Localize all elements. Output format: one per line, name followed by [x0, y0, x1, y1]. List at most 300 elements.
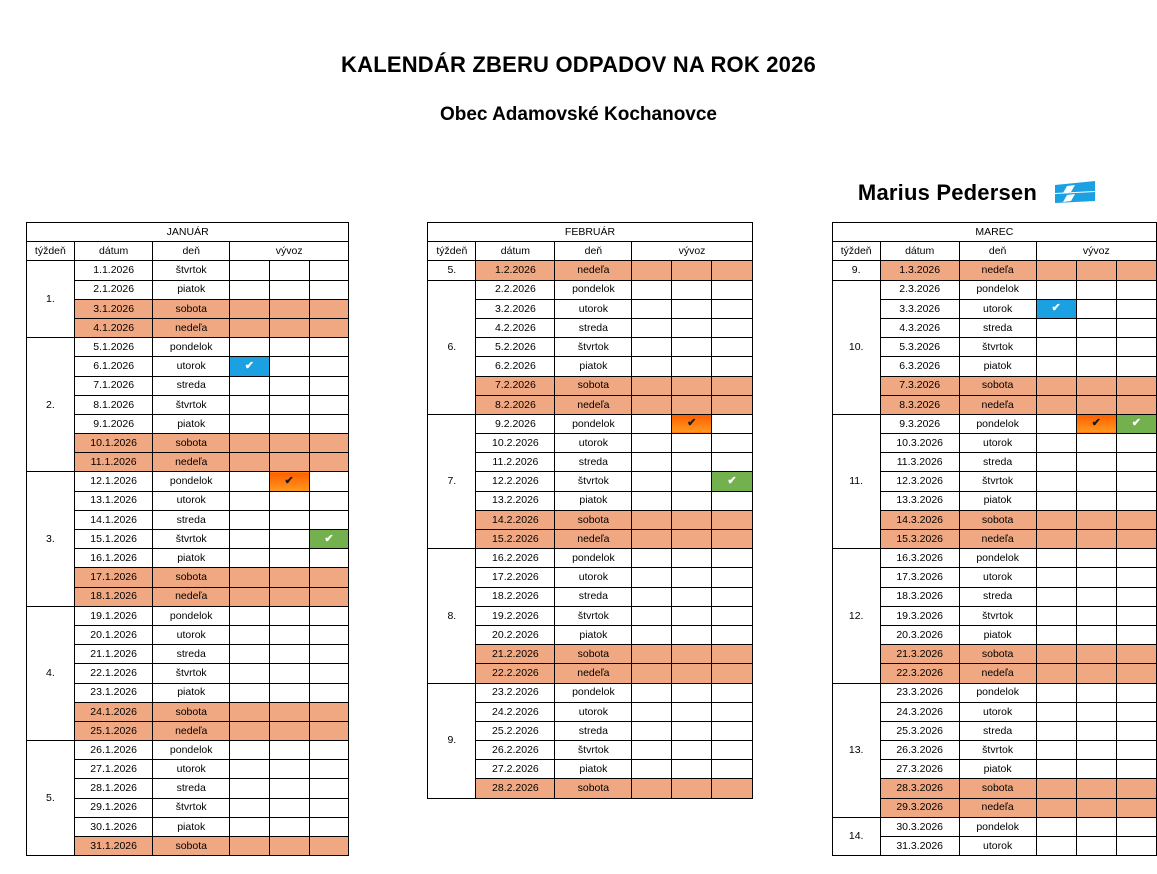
- collection-cell-1: [632, 453, 672, 472]
- collection-cell-2: [672, 338, 712, 357]
- table-row: [832, 741, 1156, 760]
- collection-cell-1: [632, 280, 672, 299]
- date-cell: 26.3.2026: [880, 741, 959, 760]
- collection-cell-2: [672, 414, 712, 433]
- collection-cell-2: [1076, 568, 1116, 587]
- table-row: [832, 376, 1156, 395]
- table-row: [832, 395, 1156, 414]
- week-number-cell: 9.: [832, 261, 880, 280]
- collection-cell-2: [269, 683, 309, 702]
- table-row: [27, 645, 349, 664]
- collection-cell-1: [632, 376, 672, 395]
- collection-cell-2: [269, 453, 309, 472]
- date-cell: 15.1.2026: [74, 530, 153, 549]
- dayname-cell: štvrtok: [959, 606, 1036, 625]
- collection-cell-2: [1076, 280, 1116, 299]
- dayname-cell: sobota: [153, 299, 230, 318]
- dayname-cell: utorok: [555, 702, 632, 721]
- collection-cell-3: [309, 683, 349, 702]
- collection-cell-2: [1076, 683, 1116, 702]
- dayname-cell: štvrtok: [153, 798, 230, 817]
- collection-cell-2: [269, 549, 309, 568]
- collection-cell-3: [1116, 549, 1156, 568]
- table-row: [428, 491, 752, 510]
- table-row: [27, 338, 349, 357]
- collection-cell-2: [269, 721, 309, 740]
- collection-cell-2: [269, 568, 309, 587]
- week-number-cell: 4.: [27, 606, 75, 740]
- table-row: [428, 434, 752, 453]
- date-cell: 13.1.2026: [74, 491, 153, 510]
- collection-cell-2: [672, 357, 712, 376]
- date-cell: 7.3.2026: [880, 376, 959, 395]
- date-cell: 15.3.2026: [880, 530, 959, 549]
- table-row: [27, 472, 349, 491]
- collection-cell-2: [1076, 625, 1116, 644]
- week-number-cell: 1.: [27, 261, 75, 338]
- collection-cell-3: [712, 702, 752, 721]
- date-cell: 28.3.2026: [880, 779, 959, 798]
- dayname-cell: streda: [555, 318, 632, 337]
- collection-cell-3: [1116, 817, 1156, 836]
- collection-cell-1: [229, 683, 269, 702]
- collection-cell-1: [229, 645, 269, 664]
- collection-cell-1: [632, 606, 672, 625]
- collection-cell-1: [632, 645, 672, 664]
- header-collection: vývoz: [632, 242, 752, 261]
- collection-cell-3: [309, 798, 349, 817]
- collection-cell-3: [309, 280, 349, 299]
- table-row: [428, 530, 752, 549]
- date-cell: 24.2.2026: [476, 702, 555, 721]
- dayname-cell: pondelok: [153, 606, 230, 625]
- collection-cell-1: [229, 587, 269, 606]
- dayname-cell: štvrtok: [959, 741, 1036, 760]
- table-row: [832, 414, 1156, 433]
- dayname-cell: pondelok: [555, 280, 632, 299]
- table-row: [428, 568, 752, 587]
- header-collection: vývoz: [1036, 242, 1156, 261]
- collection-cell-3: [309, 606, 349, 625]
- dayname-cell: pondelok: [959, 683, 1036, 702]
- collection-cell-2: [269, 395, 309, 414]
- collection-cell-3: [309, 434, 349, 453]
- collection-cell-1: [229, 434, 269, 453]
- collection-cell-2: [269, 376, 309, 395]
- table-row: [27, 606, 349, 625]
- table-row: [832, 817, 1156, 836]
- collection-cell-2: [672, 606, 712, 625]
- collection-cell-3: [309, 587, 349, 606]
- table-row: [428, 645, 752, 664]
- collection-cell-3: [712, 453, 752, 472]
- collection-cell-1: [632, 530, 672, 549]
- collection-cell-2: [269, 837, 309, 856]
- table-row: [832, 760, 1156, 779]
- date-cell: 31.3.2026: [880, 837, 959, 856]
- collection-cell-3: [309, 357, 349, 376]
- collection-cell-3: [1116, 434, 1156, 453]
- collection-cell-2: [1076, 414, 1116, 433]
- table-row: [832, 434, 1156, 453]
- date-cell: 23.3.2026: [880, 683, 959, 702]
- dayname-cell: utorok: [555, 568, 632, 587]
- collection-cell-2: [1076, 817, 1116, 836]
- collection-cell-3: [1116, 721, 1156, 740]
- date-cell: 3.1.2026: [74, 299, 153, 318]
- collection-cell-2: [672, 741, 712, 760]
- collection-cell-2: [269, 414, 309, 433]
- dayname-cell: štvrtok: [153, 530, 230, 549]
- dayname-cell: streda: [153, 645, 230, 664]
- collection-cell-2: [269, 318, 309, 337]
- header-week: týždeň: [428, 242, 476, 261]
- dayname-cell: utorok: [959, 568, 1036, 587]
- collection-cell-3: [309, 702, 349, 721]
- collection-cell-2: [672, 318, 712, 337]
- table-row: [27, 664, 349, 683]
- date-cell: 1.2.2026: [476, 261, 555, 280]
- collection-cell-1: [229, 338, 269, 357]
- collection-cell-2: [1076, 261, 1116, 280]
- collection-cell-1: [1036, 434, 1076, 453]
- collection-cell-1: [1036, 299, 1076, 318]
- header-day: deň: [153, 242, 230, 261]
- date-cell: 17.2.2026: [476, 568, 555, 587]
- table-row: [27, 280, 349, 299]
- table-row: [832, 299, 1156, 318]
- collection-cell-1: [229, 318, 269, 337]
- dayname-cell: piatok: [555, 357, 632, 376]
- collection-cell-3: [309, 261, 349, 280]
- dayname-cell: nedeľa: [959, 395, 1036, 414]
- collection-cell-1: [229, 741, 269, 760]
- table-row: [428, 472, 752, 491]
- dayname-cell: sobota: [555, 510, 632, 529]
- collection-cell-1: [1036, 702, 1076, 721]
- table-row: [27, 817, 349, 836]
- date-cell: 9.1.2026: [74, 414, 153, 433]
- date-cell: 28.1.2026: [74, 779, 153, 798]
- collection-cell-1: [632, 261, 672, 280]
- column-header-row: [832, 242, 1156, 261]
- table-row: [428, 587, 752, 606]
- collection-cell-1: [632, 338, 672, 357]
- dayname-cell: streda: [555, 721, 632, 740]
- date-cell: 11.2.2026: [476, 453, 555, 472]
- collection-cell-1: [1036, 414, 1076, 433]
- dayname-cell: streda: [153, 779, 230, 798]
- collection-cell-3: [712, 376, 752, 395]
- collection-cell-1: [1036, 261, 1076, 280]
- collection-cell-3: [1116, 664, 1156, 683]
- collection-cell-1: [1036, 741, 1076, 760]
- collection-cell-2: [1076, 453, 1116, 472]
- table-row: [428, 299, 752, 318]
- brand-block: [858, 180, 1095, 206]
- collection-cell-3: [712, 261, 752, 280]
- table-row: [27, 721, 349, 740]
- table-row: [27, 376, 349, 395]
- collection-cell-2: [269, 702, 309, 721]
- collection-cell-3: [1116, 702, 1156, 721]
- dayname-cell: štvrtok: [959, 472, 1036, 491]
- collection-cell-3: [309, 625, 349, 644]
- collection-cell-1: [229, 414, 269, 433]
- collection-cell-1: [229, 376, 269, 395]
- week-number-cell: 2.: [27, 338, 75, 472]
- week-number-cell: 9.: [428, 683, 476, 798]
- dayname-cell: pondelok: [153, 338, 230, 357]
- collection-cell-3: [309, 721, 349, 740]
- collection-cell-1: [632, 721, 672, 740]
- date-cell: 16.3.2026: [880, 549, 959, 568]
- collection-cell-2: [269, 664, 309, 683]
- dayname-cell: sobota: [959, 510, 1036, 529]
- calendar-page: [0, 52, 1157, 874]
- check-icon: ✔: [1131, 417, 1141, 430]
- collection-cell-3: [309, 472, 349, 491]
- dayname-cell: sobota: [153, 837, 230, 856]
- collection-cell-3: [1116, 261, 1156, 280]
- collection-cell-3: [1116, 510, 1156, 529]
- dayname-cell: utorok: [153, 760, 230, 779]
- date-cell: 18.3.2026: [880, 587, 959, 606]
- table-row: [832, 587, 1156, 606]
- date-cell: 4.3.2026: [880, 318, 959, 337]
- dayname-cell: piatok: [555, 760, 632, 779]
- table-row: [428, 779, 752, 798]
- collection-cell-1: [632, 741, 672, 760]
- date-cell: 4.1.2026: [74, 318, 153, 337]
- collection-cell-1: [1036, 453, 1076, 472]
- month-name: JANUÁR: [27, 223, 349, 242]
- dayname-cell: pondelok: [959, 414, 1036, 433]
- dayname-cell: nedeľa: [959, 798, 1036, 817]
- collection-cell-3: [1116, 798, 1156, 817]
- dayname-cell: nedeľa: [555, 530, 632, 549]
- collection-cell-2: [672, 530, 712, 549]
- check-icon: ✔: [284, 475, 294, 488]
- collection-cell-3: [712, 741, 752, 760]
- table-row: [428, 261, 752, 280]
- table-row: [832, 798, 1156, 817]
- collection-cell-3: [309, 453, 349, 472]
- table-row: [27, 587, 349, 606]
- table-row: [27, 414, 349, 433]
- dayname-cell: nedeľa: [153, 453, 230, 472]
- table-row: [832, 453, 1156, 472]
- date-cell: 18.2.2026: [476, 587, 555, 606]
- dayname-cell: utorok: [153, 491, 230, 510]
- collection-cell-3: [712, 625, 752, 644]
- dayname-cell: piatok: [959, 491, 1036, 510]
- table-row: [832, 664, 1156, 683]
- collection-cell-3: [712, 491, 752, 510]
- collection-cell-1: [229, 625, 269, 644]
- date-cell: 3.2.2026: [476, 299, 555, 318]
- collection-cell-2: [672, 760, 712, 779]
- table-row: [428, 357, 752, 376]
- dayname-cell: štvrtok: [959, 338, 1036, 357]
- collection-cell-3: [712, 395, 752, 414]
- collection-cell-3: [712, 683, 752, 702]
- table-row: [27, 741, 349, 760]
- table-row: [27, 434, 349, 453]
- date-cell: 19.1.2026: [74, 606, 153, 625]
- month-name: FEBRUÁR: [428, 223, 752, 242]
- table-row: [27, 530, 349, 549]
- collection-cell-3: [1116, 453, 1156, 472]
- collection-cell-3: [1116, 760, 1156, 779]
- dayname-cell: sobota: [555, 645, 632, 664]
- dayname-cell: utorok: [959, 837, 1036, 856]
- date-cell: 5.1.2026: [74, 338, 153, 357]
- page-title: KALENDÁR ZBERU ODPADOV NA ROK 2026: [341, 52, 816, 77]
- dayname-cell: štvrtok: [153, 395, 230, 414]
- collection-cell-1: [229, 702, 269, 721]
- collection-cell-1: [229, 280, 269, 299]
- table-row: [832, 702, 1156, 721]
- collection-cell-1: [632, 760, 672, 779]
- calendar-table-2: [832, 222, 1157, 856]
- date-cell: 8.1.2026: [74, 395, 153, 414]
- collection-cell-2: [1076, 318, 1116, 337]
- table-row: [832, 280, 1156, 299]
- collection-cell-1: [1036, 760, 1076, 779]
- collection-cell-1: [1036, 395, 1076, 414]
- collection-cell-2: [1076, 338, 1116, 357]
- collection-cell-3: [712, 299, 752, 318]
- collection-cell-2: [269, 817, 309, 836]
- collection-cell-1: [1036, 721, 1076, 740]
- table-row: [832, 318, 1156, 337]
- calendar-table-1: [427, 222, 752, 799]
- collection-cell-1: [632, 472, 672, 491]
- collection-cell-2: [1076, 645, 1116, 664]
- dayname-cell: nedeľa: [555, 261, 632, 280]
- week-number-cell: 5.: [27, 741, 75, 856]
- collection-cell-1: [229, 837, 269, 856]
- collection-cell-3: [309, 318, 349, 337]
- collection-cell-2: [672, 434, 712, 453]
- dayname-cell: streda: [153, 376, 230, 395]
- check-icon: ✔: [324, 532, 334, 545]
- collection-cell-3: [309, 491, 349, 510]
- date-cell: 30.1.2026: [74, 817, 153, 836]
- dayname-cell: sobota: [959, 779, 1036, 798]
- collection-cell-3: [712, 645, 752, 664]
- check-icon: ✔: [1091, 417, 1101, 430]
- collection-cell-3: [309, 549, 349, 568]
- collection-cell-3: [309, 299, 349, 318]
- dayname-cell: nedeľa: [153, 318, 230, 337]
- collection-cell-1: [1036, 357, 1076, 376]
- collection-cell-2: [672, 453, 712, 472]
- collection-cell-3: [309, 414, 349, 433]
- date-cell: 12.2.2026: [476, 472, 555, 491]
- header-date: dátum: [880, 242, 959, 261]
- collection-cell-2: [672, 261, 712, 280]
- date-cell: 2.3.2026: [880, 280, 959, 299]
- week-number-cell: 10.: [832, 280, 880, 414]
- collection-cell-2: [1076, 395, 1116, 414]
- dayname-cell: sobota: [555, 779, 632, 798]
- collection-cell-2: [269, 530, 309, 549]
- dayname-cell: štvrtok: [555, 338, 632, 357]
- dayname-cell: pondelok: [555, 414, 632, 433]
- collection-cell-1: [1036, 280, 1076, 299]
- date-cell: 8.2.2026: [476, 395, 555, 414]
- collection-cell-1: [632, 549, 672, 568]
- dayname-cell: utorok: [959, 299, 1036, 318]
- collection-cell-1: [1036, 510, 1076, 529]
- date-cell: 21.3.2026: [880, 645, 959, 664]
- collection-cell-1: [229, 530, 269, 549]
- date-cell: 1.3.2026: [880, 261, 959, 280]
- dayname-cell: utorok: [153, 357, 230, 376]
- table-row: [832, 721, 1156, 740]
- collection-cell-3: [1116, 741, 1156, 760]
- collection-cell-2: [672, 779, 712, 798]
- collection-cell-2: [672, 395, 712, 414]
- date-cell: 24.1.2026: [74, 702, 153, 721]
- dayname-cell: štvrtok: [555, 472, 632, 491]
- collection-cell-1: [1036, 664, 1076, 683]
- collection-cell-1: [632, 587, 672, 606]
- dayname-cell: pondelok: [555, 683, 632, 702]
- table-row: [428, 549, 752, 568]
- dayname-cell: štvrtok: [153, 664, 230, 683]
- date-cell: 12.1.2026: [74, 472, 153, 491]
- collection-cell-1: [632, 779, 672, 798]
- collection-cell-2: [672, 683, 712, 702]
- collection-cell-2: [672, 625, 712, 644]
- dayname-cell: sobota: [959, 376, 1036, 395]
- collection-cell-3: [1116, 645, 1156, 664]
- table-row: [428, 338, 752, 357]
- week-number-cell: 7.: [428, 414, 476, 548]
- collection-cell-2: [672, 664, 712, 683]
- collection-cell-1: [632, 625, 672, 644]
- collection-cell-2: [672, 472, 712, 491]
- collection-cell-3: [712, 721, 752, 740]
- collection-cell-2: [672, 376, 712, 395]
- table-row: [428, 318, 752, 337]
- collection-cell-3: [1116, 318, 1156, 337]
- date-cell: 11.3.2026: [880, 453, 959, 472]
- collection-cell-1: [632, 510, 672, 529]
- date-cell: 1.1.2026: [74, 261, 153, 280]
- collection-cell-1: [632, 395, 672, 414]
- month-block-0: [26, 222, 349, 856]
- date-cell: 30.3.2026: [880, 817, 959, 836]
- collection-cell-1: [1036, 837, 1076, 856]
- collection-cell-3: [712, 414, 752, 433]
- collection-cell-2: [1076, 741, 1116, 760]
- collection-cell-2: [672, 568, 712, 587]
- dayname-cell: streda: [959, 587, 1036, 606]
- dayname-cell: piatok: [959, 625, 1036, 644]
- collection-cell-2: [1076, 606, 1116, 625]
- table-row: [27, 357, 349, 376]
- week-number-cell: 13.: [832, 683, 880, 817]
- dayname-cell: štvrtok: [153, 261, 230, 280]
- collection-cell-2: [1076, 702, 1116, 721]
- dayname-cell: streda: [555, 453, 632, 472]
- collection-cell-2: [672, 491, 712, 510]
- collection-cell-1: [229, 606, 269, 625]
